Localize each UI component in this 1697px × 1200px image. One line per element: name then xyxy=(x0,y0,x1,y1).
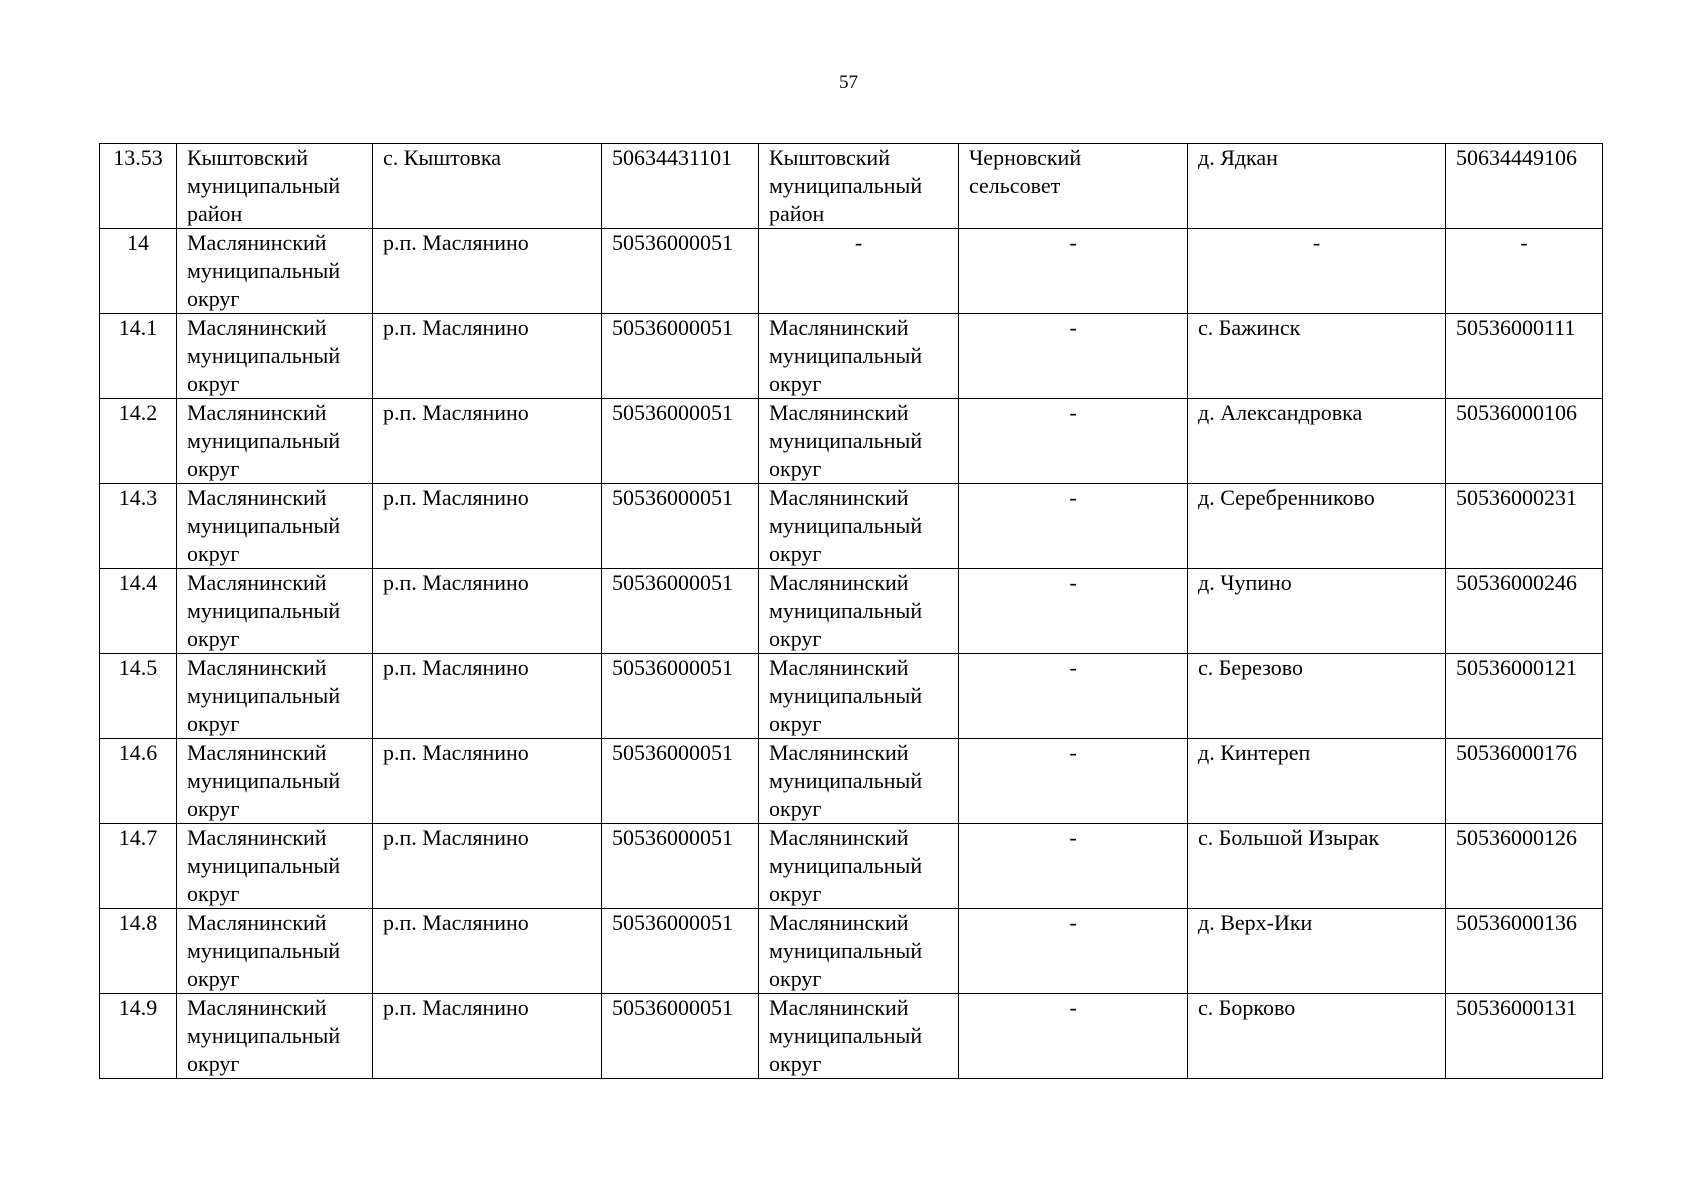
center-cell: р.п. Маслянино xyxy=(373,399,602,484)
settlement-cell: с. Бажинск xyxy=(1188,314,1446,399)
settlement-code-cell: 50536000246 xyxy=(1446,569,1603,654)
sub-district-cell xyxy=(759,144,959,229)
district-cell-line: округ xyxy=(187,286,240,311)
row-number-cell: 14.8 xyxy=(100,909,177,994)
council-cell-line: - xyxy=(1069,825,1077,850)
sub-district-cell-line: Маслянинский xyxy=(769,655,909,680)
district-cell-line: муниципальный xyxy=(187,513,341,538)
sub-district-cell-line: Маслянинский xyxy=(769,825,909,850)
center-code-cell: 50536000051 xyxy=(602,484,759,569)
table-row xyxy=(100,994,1603,1079)
table-row xyxy=(100,144,1603,229)
center-code-cell: 50536000051 xyxy=(602,739,759,824)
page-number: 57 xyxy=(839,72,858,93)
council-cell xyxy=(959,909,1188,994)
sub-district-cell-line: округ xyxy=(769,796,822,821)
sub-district-cell-line: округ xyxy=(769,1051,822,1076)
council-cell xyxy=(959,824,1188,909)
council-cell xyxy=(959,314,1188,399)
district-cell-line: Маслянинский xyxy=(187,230,327,255)
table-row xyxy=(100,314,1603,399)
row-number-cell: 14.3 xyxy=(100,484,177,569)
district-cell-line: Маслянинский xyxy=(187,740,327,765)
district-cell-line: район xyxy=(187,201,243,226)
district-cell xyxy=(177,314,373,399)
settlement-code-cell: 50536000106 xyxy=(1446,399,1603,484)
settlement-cell: д. Серебренниково xyxy=(1188,484,1446,569)
district-cell-line: Маслянинский xyxy=(187,655,327,680)
center-cell: с. Кыштовка xyxy=(373,144,602,229)
settlement-cell: д. Верх-Ики xyxy=(1188,909,1446,994)
center-cell: р.п. Маслянино xyxy=(373,994,602,1079)
council-cell-line: - xyxy=(1069,315,1077,340)
center-code-cell: 50536000051 xyxy=(602,229,759,314)
sub-district-cell xyxy=(759,314,959,399)
center-code-cell: 50536000051 xyxy=(602,909,759,994)
settlement-code-cell: 50536000126 xyxy=(1446,824,1603,909)
center-cell: р.п. Маслянино xyxy=(373,314,602,399)
sub-district-cell-line: муниципальный xyxy=(769,173,923,198)
table-row xyxy=(100,654,1603,739)
district-cell-line: Маслянинский xyxy=(187,570,327,595)
sub-district-cell-line: муниципальный xyxy=(769,853,923,878)
sub-district-cell-line: Маслянинский xyxy=(769,400,909,425)
sub-district-cell xyxy=(759,569,959,654)
district-cell-line: округ xyxy=(187,1051,240,1076)
district-cell-line: Маслянинский xyxy=(187,400,327,425)
settlement-code-cell: 50536000121 xyxy=(1446,654,1603,739)
district-cell xyxy=(177,824,373,909)
council-cell-line: Черновский xyxy=(969,145,1082,170)
district-cell-line: муниципальный xyxy=(187,683,341,708)
district-cell xyxy=(177,399,373,484)
district-cell-line: муниципальный xyxy=(187,853,341,878)
sub-district-cell xyxy=(759,909,959,994)
district-cell-line: муниципальный xyxy=(187,768,341,793)
center-cell: р.п. Маслянино xyxy=(373,654,602,739)
sub-district-cell-line: Кыштовский xyxy=(769,145,890,170)
council-cell-line: - xyxy=(1069,570,1077,595)
center-code-cell: 50536000051 xyxy=(602,569,759,654)
settlement-cell: д. Кинтереп xyxy=(1188,739,1446,824)
sub-district-cell-line: Маслянинский xyxy=(769,995,909,1020)
row-number-cell: 13.53 xyxy=(100,144,177,229)
council-cell-line: - xyxy=(1069,740,1077,765)
settlement-cell: с. Борково xyxy=(1188,994,1446,1079)
sub-district-cell-line: округ xyxy=(769,881,822,906)
settlement-code-cell: 50536000131 xyxy=(1446,994,1603,1079)
sub-district-cell xyxy=(759,229,959,314)
district-cell xyxy=(177,569,373,654)
district-cell xyxy=(177,654,373,739)
sub-district-cell-line: муниципальный xyxy=(769,343,923,368)
district-cell-line: Маслянинский xyxy=(187,485,327,510)
settlement-cell: с. Большой Изырак xyxy=(1188,824,1446,909)
row-number-cell: 14.7 xyxy=(100,824,177,909)
district-cell-line: округ xyxy=(187,881,240,906)
sub-district-cell-line: округ xyxy=(769,456,822,481)
table-body xyxy=(100,144,1603,1079)
council-cell-line: сельсовет xyxy=(969,173,1061,198)
sub-district-cell-line: муниципальный xyxy=(769,428,923,453)
table-row xyxy=(100,909,1603,994)
settlement-code-cell: 50634449106 xyxy=(1446,144,1603,229)
district-cell-line: округ xyxy=(187,456,240,481)
settlement-code-cell: 50536000136 xyxy=(1446,909,1603,994)
table-row xyxy=(100,569,1603,654)
table-row xyxy=(100,399,1603,484)
district-cell xyxy=(177,229,373,314)
district-cell xyxy=(177,484,373,569)
sub-district-cell-line: муниципальный xyxy=(769,938,923,963)
sub-district-cell-line: Маслянинский xyxy=(769,315,909,340)
district-cell-line: округ xyxy=(187,966,240,991)
district-cell-line: муниципальный xyxy=(187,343,341,368)
row-number-cell: 14.9 xyxy=(100,994,177,1079)
district-cell-line: округ xyxy=(187,626,240,651)
settlement-cell: - xyxy=(1188,229,1446,314)
sub-district-cell-line: округ xyxy=(769,541,822,566)
center-cell: р.п. Маслянино xyxy=(373,569,602,654)
council-cell xyxy=(959,739,1188,824)
council-cell xyxy=(959,229,1188,314)
district-cell-line: Кыштовский xyxy=(187,145,308,170)
center-code-cell: 50536000051 xyxy=(602,314,759,399)
sub-district-cell xyxy=(759,654,959,739)
council-cell xyxy=(959,994,1188,1079)
sub-district-cell xyxy=(759,824,959,909)
row-number-cell: 14.6 xyxy=(100,739,177,824)
center-code-cell: 50536000051 xyxy=(602,654,759,739)
district-cell-line: округ xyxy=(187,541,240,566)
council-cell-line: - xyxy=(1069,995,1077,1020)
district-cell-line: муниципальный xyxy=(187,258,341,283)
row-number-cell: 14.2 xyxy=(100,399,177,484)
settlement-cell: д. Ядкан xyxy=(1188,144,1446,229)
district-cell-line: Маслянинский xyxy=(187,910,327,935)
sub-district-cell-line: округ xyxy=(769,371,822,396)
row-number-cell: 14 xyxy=(100,229,177,314)
sub-district-cell-line: Маслянинский xyxy=(769,570,909,595)
sub-district-cell-line: муниципальный xyxy=(769,768,923,793)
council-cell xyxy=(959,654,1188,739)
district-cell-line: Маслянинский xyxy=(187,825,327,850)
center-code-cell: 50536000051 xyxy=(602,399,759,484)
settlement-code-cell: 50536000231 xyxy=(1446,484,1603,569)
district-cell-line: Маслянинский xyxy=(187,995,327,1020)
settlements-table xyxy=(99,143,1603,1079)
settlement-cell: д. Чупино xyxy=(1188,569,1446,654)
council-cell-line: - xyxy=(1069,400,1077,425)
table-row xyxy=(100,484,1603,569)
sub-district-cell-line: район xyxy=(769,201,825,226)
row-number-cell: 14.1 xyxy=(100,314,177,399)
sub-district-cell xyxy=(759,994,959,1079)
sub-district-cell-line: округ xyxy=(769,711,822,736)
sub-district-cell xyxy=(759,739,959,824)
sub-district-cell xyxy=(759,399,959,484)
sub-district-cell-line: муниципальный xyxy=(769,513,923,538)
sub-district-cell-line: - xyxy=(854,230,863,255)
settlement-cell: с. Березово xyxy=(1188,654,1446,739)
district-cell-line: муниципальный xyxy=(187,173,341,198)
council-cell-line: - xyxy=(1069,230,1077,255)
council-cell xyxy=(959,569,1188,654)
center-code-cell: 50536000051 xyxy=(602,824,759,909)
sub-district-cell-line: муниципальный xyxy=(769,683,923,708)
settlement-code-cell: - xyxy=(1446,229,1603,314)
row-number-cell: 14.4 xyxy=(100,569,177,654)
center-cell: р.п. Маслянино xyxy=(373,739,602,824)
district-cell-line: муниципальный xyxy=(187,938,341,963)
sub-district-cell-line: муниципальный xyxy=(769,1023,923,1048)
district-cell-line: округ xyxy=(187,711,240,736)
settlement-code-cell: 50536000176 xyxy=(1446,739,1603,824)
district-cell-line: муниципальный xyxy=(187,598,341,623)
council-cell xyxy=(959,144,1188,229)
council-cell-line: - xyxy=(1069,485,1077,510)
district-cell xyxy=(177,739,373,824)
district-cell-line: Маслянинский xyxy=(187,315,327,340)
sub-district-cell-line: округ xyxy=(769,966,822,991)
center-cell: р.п. Маслянино xyxy=(373,909,602,994)
district-cell xyxy=(177,994,373,1079)
district-cell-line: округ xyxy=(187,371,240,396)
center-cell: р.п. Маслянино xyxy=(373,824,602,909)
table-row xyxy=(100,739,1603,824)
row-number-cell: 14.5 xyxy=(100,654,177,739)
district-cell-line: муниципальный xyxy=(187,428,341,453)
sub-district-cell-line: муниципальный xyxy=(769,598,923,623)
center-code-cell: 50634431101 xyxy=(602,144,759,229)
council-cell xyxy=(959,399,1188,484)
district-cell-line: округ xyxy=(187,796,240,821)
center-code-cell: 50536000051 xyxy=(602,994,759,1079)
sub-district-cell-line: Маслянинский xyxy=(769,740,909,765)
table-row xyxy=(100,229,1603,314)
council-cell-line: - xyxy=(1069,910,1077,935)
center-cell: р.п. Маслянино xyxy=(373,484,602,569)
council-cell-line: - xyxy=(1069,655,1077,680)
district-cell-line: муниципальный xyxy=(187,1023,341,1048)
sub-district-cell xyxy=(759,484,959,569)
council-cell xyxy=(959,484,1188,569)
sub-district-cell-line: Маслянинский xyxy=(769,910,909,935)
district-cell xyxy=(177,144,373,229)
settlement-cell: д. Александровка xyxy=(1188,399,1446,484)
center-cell: р.п. Маслянино xyxy=(373,229,602,314)
settlement-code-cell: 50536000111 xyxy=(1446,314,1603,399)
table-row xyxy=(100,824,1603,909)
district-cell xyxy=(177,909,373,994)
sub-district-cell-line: округ xyxy=(769,626,822,651)
sub-district-cell-line: Маслянинский xyxy=(769,485,909,510)
